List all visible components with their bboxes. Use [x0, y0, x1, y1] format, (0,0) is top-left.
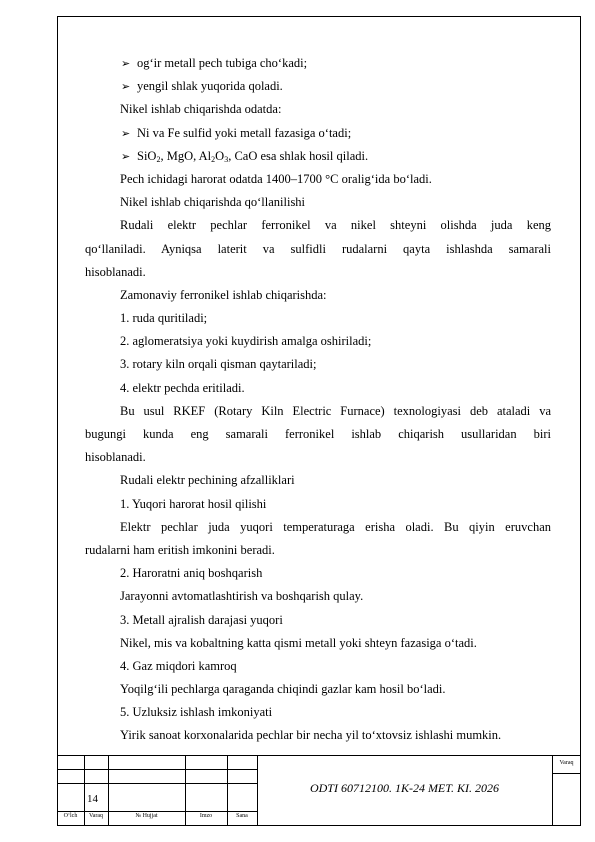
paragraph: Jarayonni avtomatlashtirish va boshqarish qulay.	[120, 589, 364, 604]
paragraph: Pech ichidagi harorat odatda 1400–1700 °C oralig‘ida bo‘ladi.	[120, 171, 432, 186]
paragraph-line: Rudali elektr pechlar ferronikel va nikel shteyni olishda juda keng	[120, 218, 551, 233]
list-item: 2. aglomeratsiya yoki kuydirish amalga oshiriladi;	[120, 334, 372, 349]
arrow-bullet-icon: ➢	[121, 58, 131, 70]
col-olch-label: O‘lch	[63, 813, 78, 819]
paragraph-line: hisoblanadi.	[85, 264, 146, 279]
arrow-bullet-icon: ➢	[121, 81, 131, 94]
subheading: 4. Gaz miqdori kamroq	[120, 658, 237, 673]
paragraph: Yirik sanoat korxonalarida pechlar bir necha yil to‘xtovsiz ishlashi mumkin.	[120, 728, 502, 743]
list-item: 1. ruda quritiladi;	[120, 311, 208, 326]
paragraph: Zamonaviy ferronikel ishlab chiqarishda:	[120, 287, 327, 302]
list-item: 4. elektr pechda eritiladi.	[120, 380, 245, 395]
paragraph-line: hisoblanadi.	[85, 450, 146, 465]
title-block	[57, 755, 581, 826]
section-heading: Nikel ishlab chiqarishda qo‘llanilishi	[120, 195, 306, 210]
paragraph: Yoqilg‘ili pechlarga qaraganda chiqindi gazlar kam hosil bo‘ladi.	[120, 682, 446, 697]
subheading: 5. Uzluksiz ishlash imkoniyati	[120, 705, 273, 720]
subheading: 2. Haroratni aniq boshqarish	[120, 566, 263, 581]
subheading: 1. Yuqori harorat hosil qilishi	[120, 496, 267, 511]
arrow-bullet-icon: ➢	[121, 150, 131, 163]
bullet-item: ➢ yengil shlak yuqorida qoladi.	[85, 75, 551, 98]
col-imzo-label: Imzo	[199, 813, 213, 819]
bullet-item: ➢ Ni va Fe sulfid yoki metall fazasiga o‘tadi;	[85, 122, 551, 145]
sio2-text: SiO$_2$, MgO, $Al_2O_3$, CaO esa shlak hosil qiladi.	[137, 148, 369, 164]
paragraph-line: qo‘llaniladi. Ayniqsa laterit va sulfidli rudalarni qayta ishlashda samarali	[85, 241, 551, 256]
col-hujjat-label: № Hujjat	[135, 813, 158, 819]
document-body	[85, 52, 551, 748]
paragraph-line: bugungi kunda eng samarali ferronikel ishlab chiqarish usullaridan biri	[85, 427, 551, 441]
bullet-item: ➢ og‘ir metall pech tubiga cho‘kadi;	[85, 52, 551, 75]
paragraph: Nikel, mis va kobaltning katta qismi metall yoki shteyn fazasiga o‘tadi.	[120, 635, 477, 650]
varaq-label: Varaq	[559, 760, 574, 766]
col-sana-label: Sana	[236, 813, 248, 819]
section-heading: Rudali elektr pechining afzalliklari	[120, 473, 295, 488]
list-item: 3. rotary kiln orqali qisman qaytariladi;	[120, 357, 317, 372]
col-varaq-label: Varaq	[89, 813, 103, 819]
paragraph-line: rudalarni ham eritish imkonini beradi.	[85, 542, 275, 557]
page-number-left: 14	[87, 793, 98, 805]
paragraph-line: Elektr pechlar juda yuqori temperaturaga erisha oladi. Bu qiyin eruvchan	[120, 519, 551, 534]
document-code: ODTI 60712100. 1K-24 MET. KI. 2026	[309, 781, 500, 795]
paragraph-line: Bu usul RKEF (Rotary Kiln Electric Furnace) texnologiyasi deb ataladi va	[120, 403, 551, 418]
subheading: 3. Metall ajralish darajasi yuqori	[120, 612, 283, 627]
arrow-bullet-icon: ➢	[121, 127, 131, 140]
paragraph: Nikel ishlab chiqarishda odatda:	[120, 102, 282, 117]
bullet-item	[85, 145, 551, 168]
